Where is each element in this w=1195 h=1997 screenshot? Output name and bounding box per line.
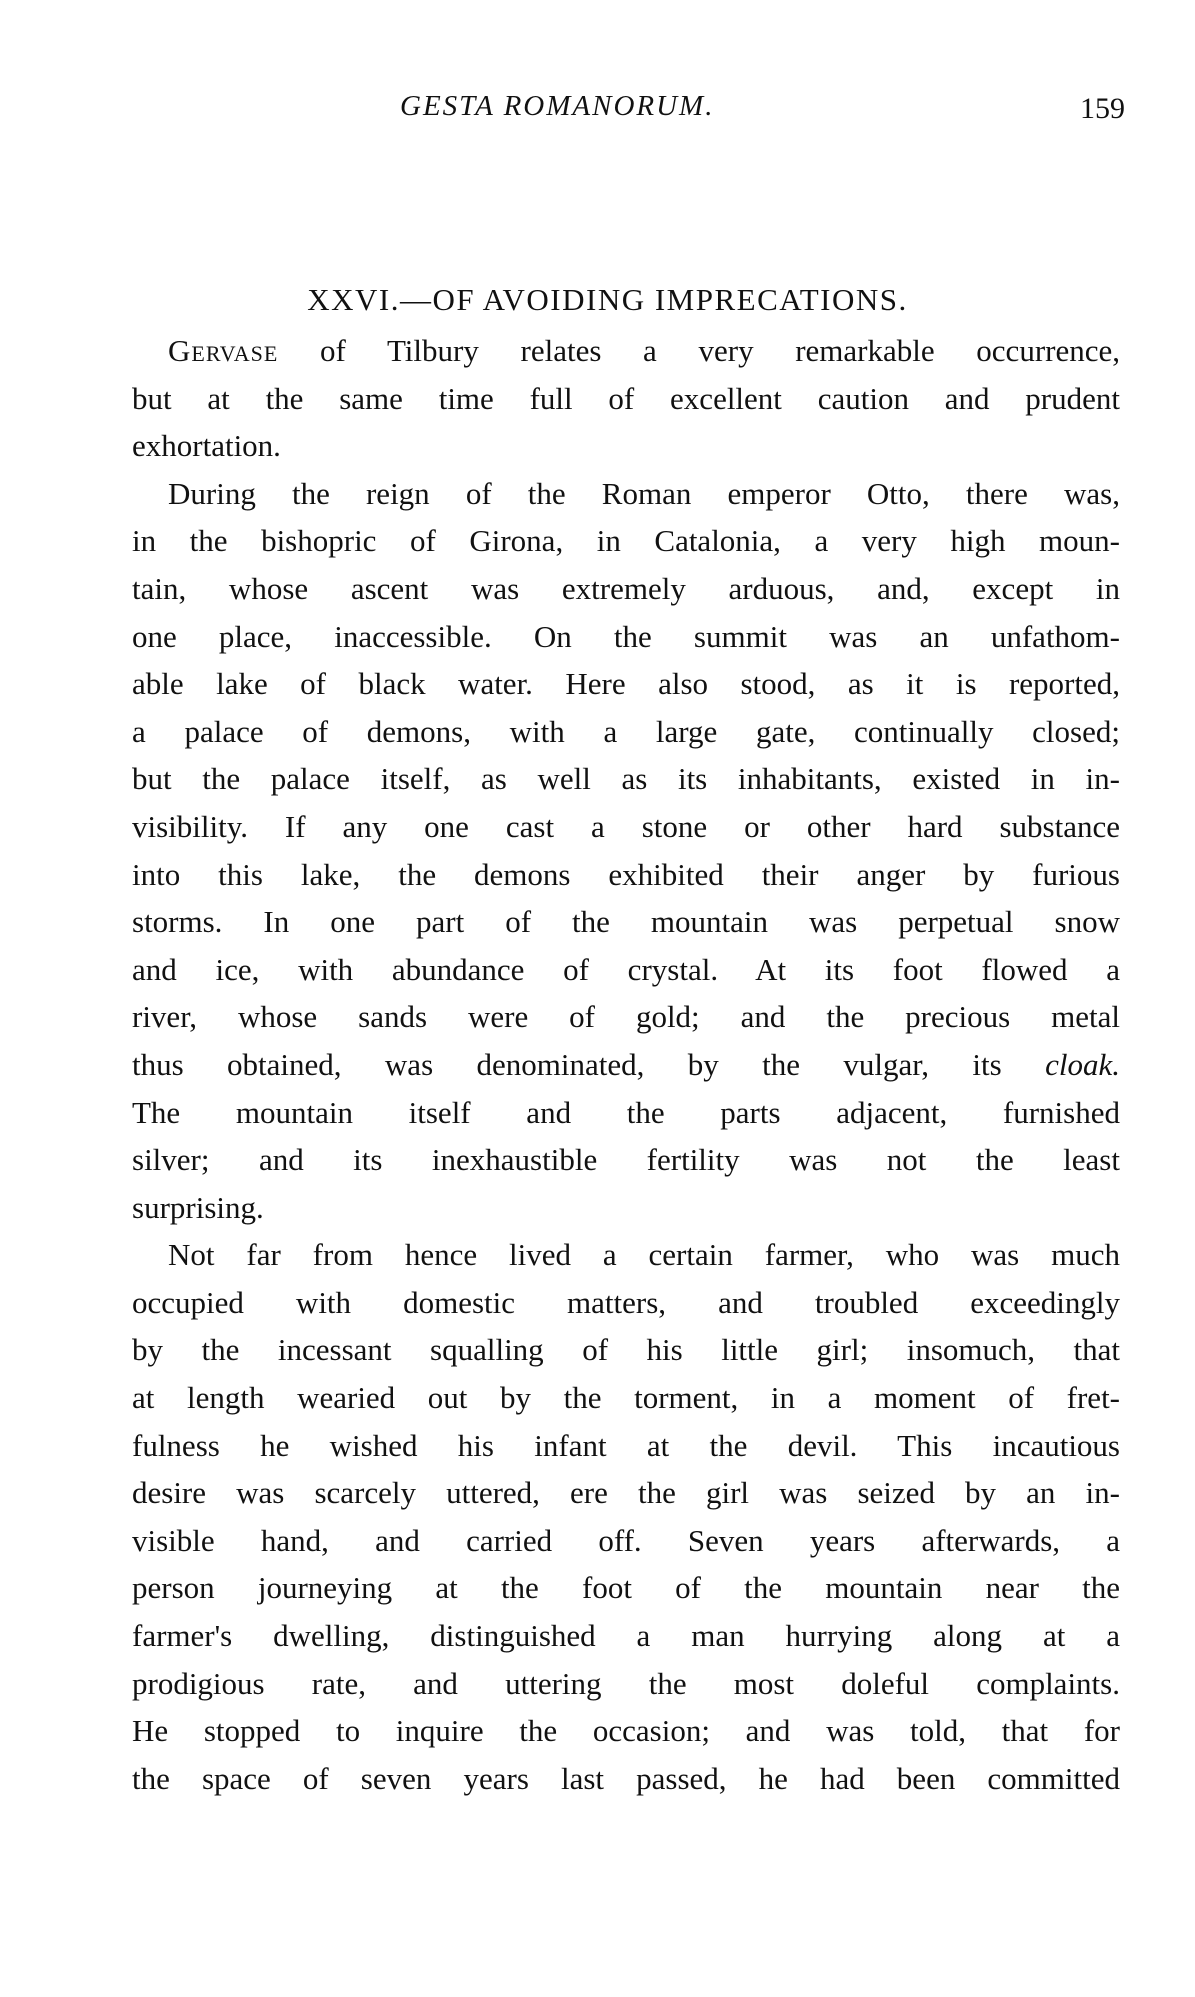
text-line — [132, 1422, 1120, 1470]
text-segment: exhortation. — [132, 428, 281, 464]
text-line — [132, 327, 1120, 375]
text-segment: at length wearied out by the torment, in a moment of fret- — [132, 1380, 1120, 1416]
text-line — [132, 1707, 1120, 1755]
text-segment: visibility. If any one cast a stone or other hard substance — [132, 808, 1120, 844]
text-segment: person journeying at the foot of the mountain near the — [132, 1570, 1120, 1606]
text-segment: storms. In one part of the mountain was perpetual snow — [132, 904, 1120, 940]
text-line — [132, 993, 1120, 1041]
text-segment: a palace of demons, with a large gate, continually closed; — [132, 713, 1120, 749]
text-line — [132, 375, 1120, 423]
text-segment: and ice, with abundance of crystal. At its foot flowed a — [132, 951, 1120, 987]
text-line — [132, 660, 1120, 708]
text-segment: by the incessant squalling of his little girl; insomuch, that — [132, 1332, 1120, 1368]
small-caps-word: Gervase — [168, 333, 279, 368]
text-line — [132, 1326, 1120, 1374]
text-line — [132, 422, 1120, 470]
text-segment: surprising. — [132, 1189, 264, 1225]
text-line — [132, 470, 1120, 518]
text-segment: During the reign of the Roman emperor Otto, there was, — [168, 475, 1120, 511]
text-line — [132, 1231, 1120, 1279]
text-segment: into this lake, the demons exhibited their anger by furious — [132, 856, 1120, 892]
text-segment: occupied with domestic matters, and troubled exceedingly — [132, 1284, 1120, 1320]
text-segment: the space of seven years last passed, he had been committed — [132, 1760, 1120, 1796]
text-line — [132, 1469, 1120, 1517]
text-segment: visible hand, and carried off. Seven years afterwards, a — [132, 1522, 1120, 1558]
text-line — [132, 1041, 1120, 1089]
text-segment: of Tilbury relates a very remarkable occurrence, — [278, 333, 1120, 368]
text-line — [132, 1279, 1120, 1327]
text-line — [132, 851, 1120, 899]
text-line — [132, 708, 1120, 756]
text-segment: desire was scarcely uttered, ere the girl was seized by an in- — [132, 1475, 1120, 1511]
text-line — [132, 803, 1120, 851]
text-line — [132, 565, 1120, 613]
text-line — [132, 1184, 1120, 1232]
text-segment: river, whose sands were of gold; and the precious metal — [132, 999, 1120, 1035]
text-line — [132, 1612, 1120, 1660]
running-title: GESTA ROMANORUM. — [400, 90, 715, 122]
chapter-title: XXVI.—OF AVOIDING IMPRECATIONS. — [307, 282, 908, 317]
text-line — [132, 1564, 1120, 1612]
text-line — [132, 1136, 1120, 1184]
text-segment: silver; and its inexhaustible fertility was not the least — [132, 1142, 1120, 1178]
text-segment: thus obtained, was denominated, by the vulgar, its — [132, 1046, 1046, 1082]
text-segment: tain, whose ascent was extremely arduous, and, except in — [132, 570, 1120, 606]
text-segment: but at the same time full of excellent caution and prudent — [132, 380, 1120, 416]
italic-word: cloak. — [1045, 1046, 1120, 1082]
text-segment: but the palace itself, as well as its inhabitants, existed in in- — [132, 761, 1120, 797]
text-segment: fulness he wished his infant at the devil. This incautious — [132, 1427, 1120, 1463]
text-line — [132, 1755, 1120, 1803]
text-segment: The mountain itself and the parts adjacent, furnished — [132, 1094, 1120, 1130]
text-segment: in the bishopric of Girona, in Catalonia, a very high moun- — [132, 523, 1120, 559]
text-line — [132, 1089, 1120, 1137]
text-line — [132, 1660, 1120, 1708]
text-line — [132, 613, 1120, 661]
text-segment: Not far from hence lived a certain farmer, who was much — [168, 1237, 1120, 1273]
text-line — [132, 946, 1120, 994]
page-number: 159 — [1080, 92, 1125, 125]
text-segment: He stopped to inquire the occasion; and was told, that for — [132, 1713, 1120, 1749]
body-text — [132, 327, 1120, 1802]
text-line — [132, 898, 1120, 946]
text-line — [132, 1374, 1120, 1422]
text-segment: prodigious rate, and uttering the most doleful complaints. — [132, 1665, 1120, 1701]
text-segment: one place, inaccessible. On the summit was an unfathom- — [132, 618, 1120, 654]
text-line — [132, 1517, 1120, 1565]
text-line — [132, 755, 1120, 803]
text-segment: able lake of black water. Here also stood, as it is reported, — [132, 666, 1120, 702]
text-line — [132, 517, 1120, 565]
text-segment: farmer's dwelling, distinguished a man hurrying along at a — [132, 1618, 1120, 1654]
